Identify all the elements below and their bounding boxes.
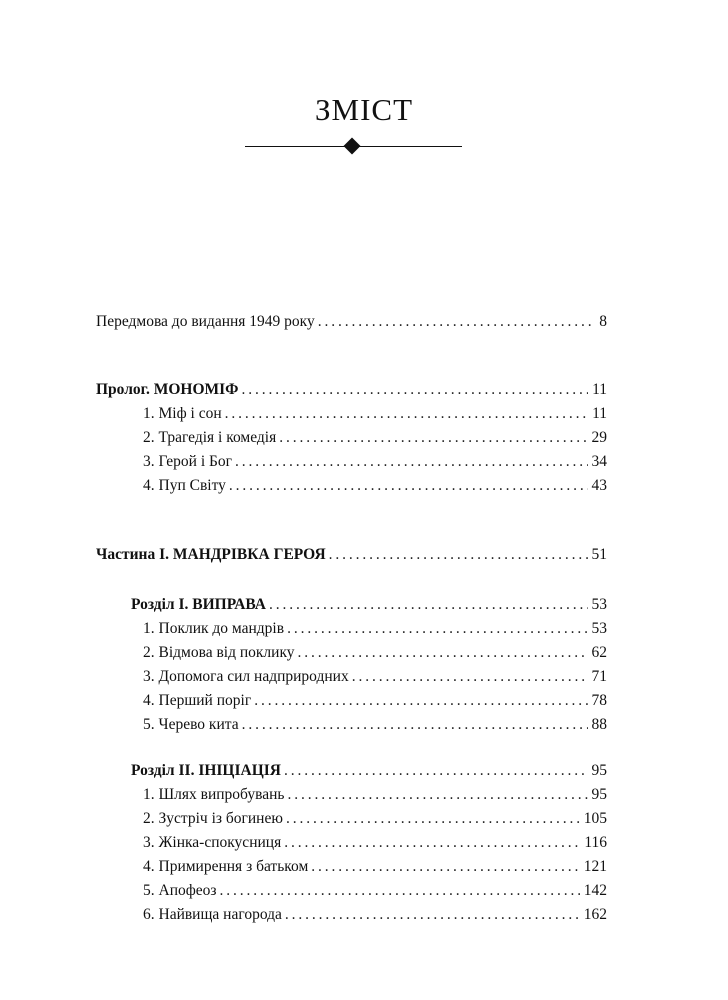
toc-entry-page: 11 [592,405,607,422]
toc-entry-chapter-2 [131,762,607,780]
toc-entry-label: Пролог. МОНОМІФ [96,381,239,398]
dot-leader [284,834,580,852]
toc-entry-page: 71 [591,668,607,685]
toc-entry [143,786,607,804]
toc-entry-label: 4. Примирення з батьком [143,858,309,875]
toc-entry-page: 142 [583,882,607,899]
toc-entry-page: 162 [583,906,607,923]
toc-entry [143,810,607,828]
toc-entry-page: 105 [583,810,607,827]
toc-entry [143,906,607,924]
toc-entry-page: 88 [591,716,607,733]
toc-entry-label: 3. Жінка-спокусниця [143,834,282,851]
toc-entry-label: 1. Шлях випробувань [143,786,285,803]
dot-leader [241,381,588,399]
toc-entry [143,620,607,638]
toc-entry-label: 4. Пуп Світу [143,477,226,494]
dot-leader [235,453,587,471]
dot-leader [285,906,580,924]
toc-entry-label: 1. Поклик до мандрів [143,620,285,637]
toc-entry-label: 2. Трагедія і комедія [143,429,277,446]
dot-leader [287,620,587,638]
toc-entry-page: 11 [592,381,607,398]
toc-entry-label: 3. Допомога сил надприродних [143,668,349,685]
toc-entry-label: 4. Перший поріг [143,692,252,709]
toc-entry-page: 78 [591,692,607,709]
toc-entry-part-1 [96,546,607,564]
toc-entry-page: 53 [591,620,607,637]
toc-entry [143,644,607,662]
dot-leader [298,644,588,662]
toc-entry-label: 2. Зустріч із богинею [143,810,283,827]
toc-entry-label: Частина І. МАНДРІВКА ГЕРОЯ [96,546,326,563]
toc-entry [143,477,607,495]
toc-entry [143,429,607,447]
dot-leader [352,668,588,686]
diamond-ornament-icon [344,138,361,155]
dot-leader [311,858,579,876]
toc-entry-page: 62 [591,644,607,661]
toc-entry [143,716,607,734]
toc-entry [143,668,607,686]
toc-entry-page: 51 [591,546,607,563]
dot-leader [220,882,580,900]
toc-entry-prologue [96,381,607,399]
toc-entry [143,834,607,852]
dot-leader [286,810,580,828]
dot-leader [279,429,587,447]
toc-entry-chapter-1 [131,596,607,614]
toc-entry-page: 53 [591,596,607,613]
toc-entry [143,882,607,900]
toc-entry-page: 116 [584,834,607,851]
toc-entry-page: 29 [591,429,607,446]
toc-entry-label: Розділ ІІ. ІНІЦІАЦІЯ [131,762,281,779]
dot-leader [254,692,587,710]
toc-entry-label: Розділ І. ВИПРАВА [131,596,266,613]
toc-entry-preface [96,313,607,331]
toc-entry-label: Передмова до видання 1949 року [96,313,315,330]
page-title: ЗМІСТ [314,92,414,127]
dot-leader [229,477,588,495]
toc-entry-page: 34 [591,453,607,470]
toc-entry-page: 121 [583,858,607,875]
toc-entry-page: 43 [591,477,607,494]
toc-entry-page: 95 [591,762,607,779]
dot-leader [242,716,588,734]
dot-leader [329,546,588,564]
toc-entry-label: 6. Найвища нагорода [143,906,282,923]
toc-entry [143,858,607,876]
toc-entry-label: 1. Міф і сон [143,405,222,422]
toc-entry-page: 8 [599,313,607,330]
toc-entry [143,405,607,423]
dot-leader [284,762,588,780]
dot-leader [225,405,588,423]
toc-entry [143,692,607,710]
dot-leader [287,786,587,804]
toc-entry-label: 5. Черево кита [143,716,239,733]
dot-leader [318,313,596,331]
toc-entry [143,453,607,471]
dot-leader [269,596,588,614]
title-divider [245,137,462,157]
toc-entry-label: 5. Апофеоз [143,882,217,899]
toc-entry-label: 3. Герой і Бог [143,453,233,470]
toc-entry-label: 2. Відмова від поклику [143,644,295,661]
toc-entry-page: 95 [591,786,607,803]
